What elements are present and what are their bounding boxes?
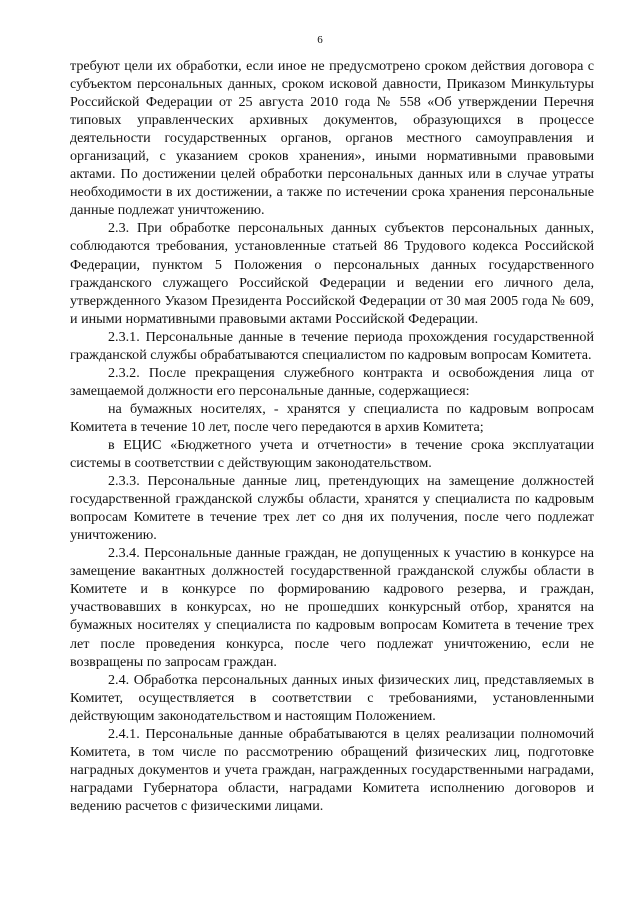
document-body [70,57,594,815]
paragraph-ecis: в ЕЦИС «Бюджетного учета и отчетности» в течение срока эксплуатации системы в соответствии с действующим законодательством. [70,436,594,472]
paragraph-2-3-3: 2.3.3. Персональные данные лиц, претендующих на замещение должностей государственной гражданской службы области, хранятся у специалиста по кадровым вопросам Комитете в течение трех лет со дня их получения, после чего подлежат уничтожению. [70,473,594,544]
paragraph-2-4-1: 2.4.1. Персональные данные обрабатываются в целях реализации полномочий Комитета, в том числе по рассмотрению обращений физических лиц, подготовке наградных документов и учета граждан, награжденных государственными наградами, наградами Губернатора области, наградами Комитета исполнению договоров и ведению расчетов с физическими лицами. [70,725,594,814]
paragraph-continuation: требуют цели их обработки, если иное не предусмотрено сроком действия договора с субъектом персональных данных, сроком исковой давности, Приказом Минкультуры Российской Федерации от 25 августа 2010 года № 558 «Об утверждении Перечня типовых управленческих архивных документов, образующихся в процессе деятельности государственных органов, органов местного самоуправления и организаций, с указанием сроков хранения», иными нормативными правовыми актами. По достижении целей обработки персональных данных или в случае утраты необходимости в их достижении, а также по истечении срока хранения персональные данные подлежат уничтожению. [70,58,594,219]
page-number: 6 [317,34,323,46]
paragraph-paper-media: на бумажных носителях, - хранятся у специалиста по кадровым вопросам Комитета в течение 10 лет, после чего передаются в архив Комитета; [70,400,594,435]
paragraph-2-4: 2.4. Обработка персональных данных иных физических лиц, представляемых в Комитет, осуществляется в соответствии с требованиями, установленными действующим законодательством и настоящим Положением. [70,671,594,724]
paragraph-2-3-4: 2.3.4. Персональные данные граждан, не допущенных к участию в конкурсе на замещение вакантных должностей государственной гражданской службы области в Комитете и в конкурсе по формированию кадрового резерва, и граждан, участвовавших в конкурсах, но не прошедших конкурсный отбор, хранятся на бумажных носителях у специалиста по кадровым вопросам Комитета в течение трех лет после проведения конкурса, после чего подлежат уничтожению, если не возвращены по запросам граждан. [70,545,594,670]
paragraph-2-3: 2.3. При обработке персональных данных субъектов персональных данных, соблюдаются требования, установленные статьей 86 Трудового кодекса Российской Федерации, пунктом 5 Положения о персональных данных государственного гражданского служащего Российской Федерации и ведении его личного дела, утвержденного Указом Президента Российской Федерации от 30 мая 2005 года № 609, и иными нормативными правовыми актами Российской Федерации. [70,220,594,327]
paragraph-2-3-1: 2.3.1. Персональные данные в течение периода прохождения государственной гражданской службы обрабатываются специалистом по кадровым вопросам Комитета. [70,328,594,363]
paragraph-2-3-2: 2.3.2. После прекращения служебного контракта и освобождения лица от замещаемой должности его персональные данные, содержащиеся: [70,364,594,399]
